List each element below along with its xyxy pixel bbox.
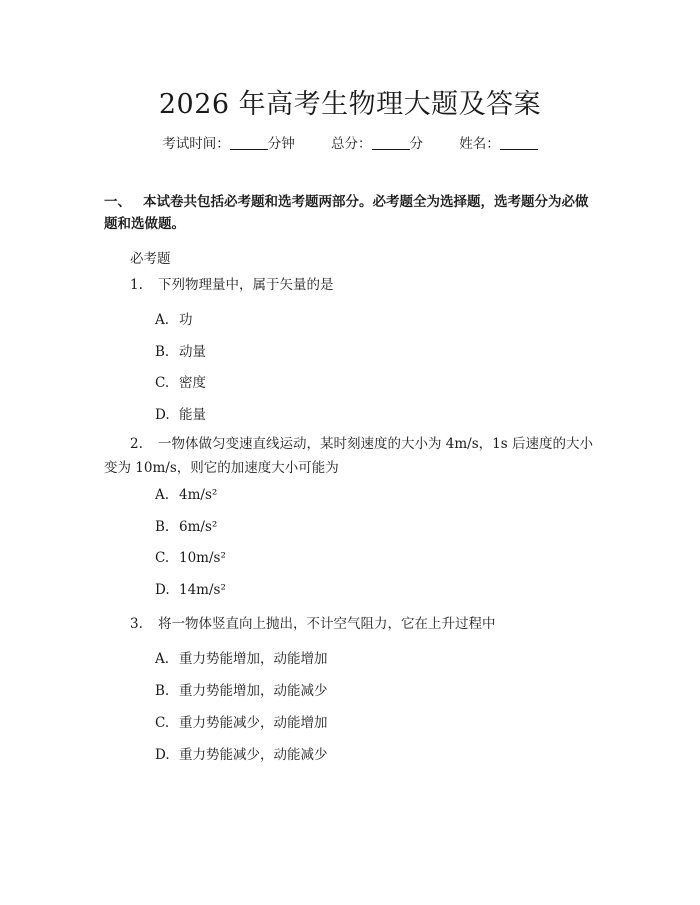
exam-name [459,136,538,152]
question-number: 3. [130,616,143,632]
option-text: 能量 [179,407,206,423]
option-2a[interactable] [155,487,217,503]
option-letter: D. [155,747,170,763]
option-letter: D. [155,407,170,423]
option-letter: A. [155,487,170,503]
option-1c[interactable] [155,371,206,391]
score-label: 总分： [331,136,372,152]
option-2d[interactable] [155,582,226,598]
option-text: 重力势能增加，动能增加 [179,651,328,667]
exam-score [331,136,427,152]
option-letter: B. [155,344,170,360]
option-letter: B. [155,683,170,699]
score-blank[interactable] [372,135,410,150]
option-text: 功 [179,312,193,328]
question-text: 将一物体竖直向上抛出，不计空气阻力，它在上升过程中 [158,616,496,632]
section-text: 本试卷共包括必考题和选考题两部分。必考题全为选择题，选考题分为必做题和选做题。 [104,194,589,232]
option-letter: C. [155,715,170,731]
score-unit: 分 [409,136,423,152]
option-1d[interactable] [155,403,206,423]
time-unit: 分钟 [267,136,295,152]
option-letter: D. [155,582,170,598]
option-letter: A. [155,312,170,328]
question-1 [104,273,599,297]
option-2c[interactable] [155,550,226,566]
name-label: 姓名： [459,136,500,152]
question-2 [104,432,599,480]
option-text: 10m/s² [179,550,226,566]
option-text: 14m/s² [179,582,226,598]
question-number: 1. [130,277,143,293]
required-label: 必考题 [130,251,171,267]
exam-time [162,136,299,152]
option-text: 6m/s² [179,519,218,535]
section-heading [104,191,599,235]
option-text: 重力势能减少，动能增加 [179,715,328,731]
question-3 [104,612,599,636]
option-text: 4m/s² [179,487,218,503]
question-text: 一物体做匀变速直线运动，某时刻速度的大小为 4m/s，1s 后速度的大小变为 10m/s，则它的加速度大小可能为 [104,436,593,476]
option-text: 密度 [179,375,206,391]
exam-meta [0,132,700,152]
option-1b[interactable] [155,340,206,360]
option-2b[interactable] [155,519,217,535]
option-3c[interactable] [155,711,328,731]
page-title: 2026 年高考生物理大题及答案 [158,89,542,120]
option-letter: A. [155,651,170,667]
option-1a[interactable] [155,308,193,328]
option-text: 重力势能减少，动能减少 [179,747,328,763]
option-letter: C. [155,375,170,391]
option-letter: C. [155,550,170,566]
option-3d[interactable] [155,743,328,763]
time-blank[interactable] [230,135,268,150]
option-letter: B. [155,519,170,535]
question-text: 下列物理量中，属于矢量的是 [158,277,334,293]
option-3a[interactable] [155,647,328,667]
time-label: 考试时间： [162,136,230,152]
option-3b[interactable] [155,679,328,699]
option-text: 重力势能增加，动能减少 [179,683,328,699]
name-blank[interactable] [500,135,538,150]
option-text: 动量 [179,344,206,360]
question-number: 2. [130,436,143,452]
section-number: 一、 [104,194,131,210]
